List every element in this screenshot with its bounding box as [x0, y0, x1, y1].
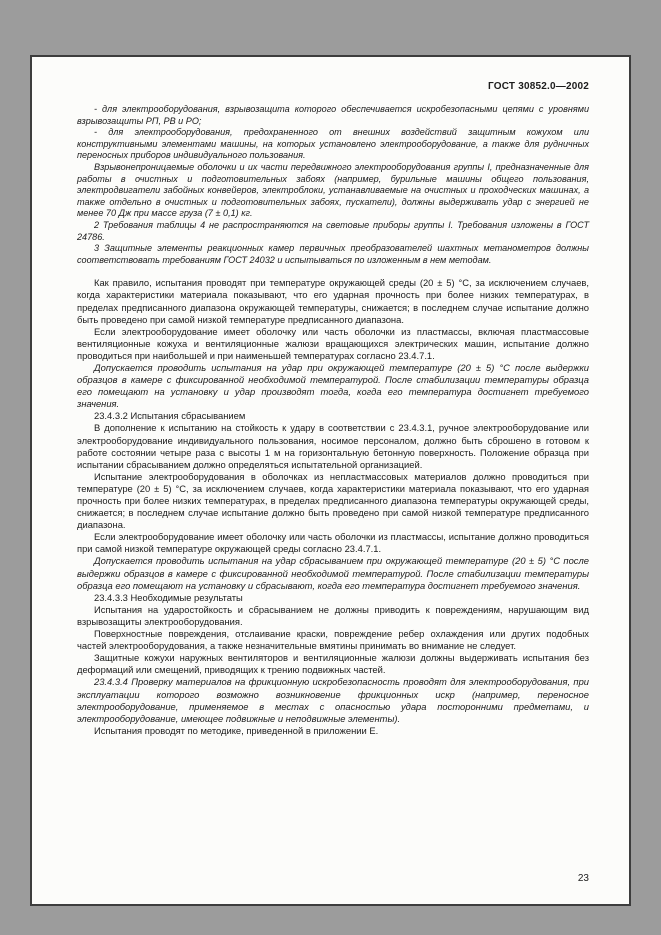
paragraph: Если электрооборудование имеет оболочку или часть оболочки из пластмассы, включая пластмассовые вентиляционные кожуха и вентиляционные жалюзи вращающихся электрических машин, испытание должно проводиться при наибольшей и при наименьшей температурах согласно 23.4.7.1.: [77, 325, 589, 361]
paragraph: - для электрооборудования, предохраненного от внешних воздействий защитным кожухом или конструктивными элементами машины, на которых установлено электрооборудование, а также для рудничных переносных приборов индивидуального пользования.: [77, 127, 589, 161]
paragraph: Взрывонепроницаемые оболочки и их части передвижного электрооборудования группы I, предназначенные для работы в очистных и подготовительных забоях (например, бурильные машины общего пользования, электродвигатели забойных конвейеров, электроблоки, устанавливаемые на очистных и проходческих машинах, а также отдельно в очистных и подготовительных забоях, пускатели), должны выдерживать удар с энергией не менее 70 Дж при массе груза (7 ± 0,1) кг.: [77, 161, 589, 219]
paragraph: Защитные кожухи наружных вентиляторов и вентиляционные жалюзи должны выдерживать испытания без деформаций или смещений, приводящих к трению подвижных частей.: [77, 652, 589, 676]
paragraph: 23.4.3.4 Проверку материалов на фрикционную искробезопасность проводят для электрооборудования, при эксплуатации которого возможно возникновение фрикционных искр (например, переносное электрооборудование, применяемое в местах с опасностью удара посторонними предметами, и электрооборудование, имеющее подвижные и неподвижные элементы).: [77, 676, 589, 724]
paragraph: В дополнение к испытанию на стойкость к удару в соответствии с 23.4.3.1, ручное электрооборудование или электрооборудование индивидуального пользования, носимое персоналом, должно быть сброшено в готовом к работе состоянии четыре раза с высоты 1 м на горизонтальную бетонную поверхность. Положение образца при испытании сбрасыванием должно определяться испытательной организацией.: [77, 422, 589, 470]
paragraph: Если электрооборудование имеет оболочку или часть оболочки из пластмассы, испытание должно проводиться при самой низкой температуре окружающей среды согласно 23.4.7.1.: [77, 531, 589, 555]
paragraph: Допускается проводить испытания на удар при окружающей температуре (20 ± 5) °С после выдержки образцов в камере с фиксированной необходимой температурой. После стабилизации температуры образца его помещают на установку и удар производят тогда, когда его температура достигнет требуемого значения.: [77, 361, 589, 410]
paragraph: Как правило, испытания проводят при температуре окружающей среды (20 ± 5) °С, за исключением случаев, когда характеристики материала показывают, что его ударная прочность при более низких температурах, в пределах предписанного диапазона окружающей температуры, снижается; в последнем случае испытание должно быть проведено при самой низкой температуре предписанного диапазона.: [77, 277, 589, 325]
paragraph: - для электрооборудования, взрывозащита которого обеспечивается искробезопасными цепями с уровнями взрывозащиты РП, РВ и РО;: [77, 104, 589, 126]
paragraph: Испытания проводят по методике, приведенной в приложении Е.: [94, 724, 379, 736]
paragraph: 3 Защитные элементы реакционных камер первичных преобразователей шахтных метанометров должны соответствовать требованиям ГОСТ 24032 и испытываться по изложенным в нем методам.: [77, 243, 589, 265]
doc-header: [77, 81, 589, 92]
page-content: [77, 104, 589, 737]
document-page: [30, 55, 631, 906]
paragraph: Допускается проводить испытания на удар сбрасыванием при окружающей температуре (20 ± 5) °С после выдержки образцов в камере с фиксированной необходимой температурой. После стабилизации температуры образца его помещают на установку и сбрасывают, когда его температура достигнет требуемого значения.: [77, 555, 589, 591]
paragraph: 23.4.3.2 Испытания сбрасыванием: [94, 410, 246, 422]
paragraph: Испытания на ударостойкость и сбрасыванием не должны приводить к повреждениям, нарушающим вид взрывозащиты электрооборудования.: [77, 603, 589, 627]
page-footer: [578, 873, 589, 884]
paragraph: 23.4.3.3 Необходимые результаты: [94, 591, 243, 603]
doc-number: ГОСТ 30852.0—2002: [488, 81, 589, 92]
paragraph: 2 Требования таблицы 4 не распространяются на световые приборы группы I. Требования изложены в ГОСТ 24786.: [77, 219, 589, 242]
paragraph: Испытание электрооборудования в оболочках из непластмассовых материалов должно проводиться при температуре (20 ± 5) °С, за исключением случаев, когда характеристики материала показывают, что его ударная прочность при более низких температурах, в пределах предписанного диапазона температуры окружающей среды, снижается; в последнем случае испытание должно быть проведено при самой низкой температуре предписанного диапазона.: [77, 470, 589, 531]
page-number: 23: [577, 873, 589, 884]
paragraph: Поверхностные повреждения, отслаивание краски, повреждение ребер охлаждения или других подобных частей электрооборудования, а также незначительные вмятины принимать во внимание не следует.: [77, 628, 589, 652]
